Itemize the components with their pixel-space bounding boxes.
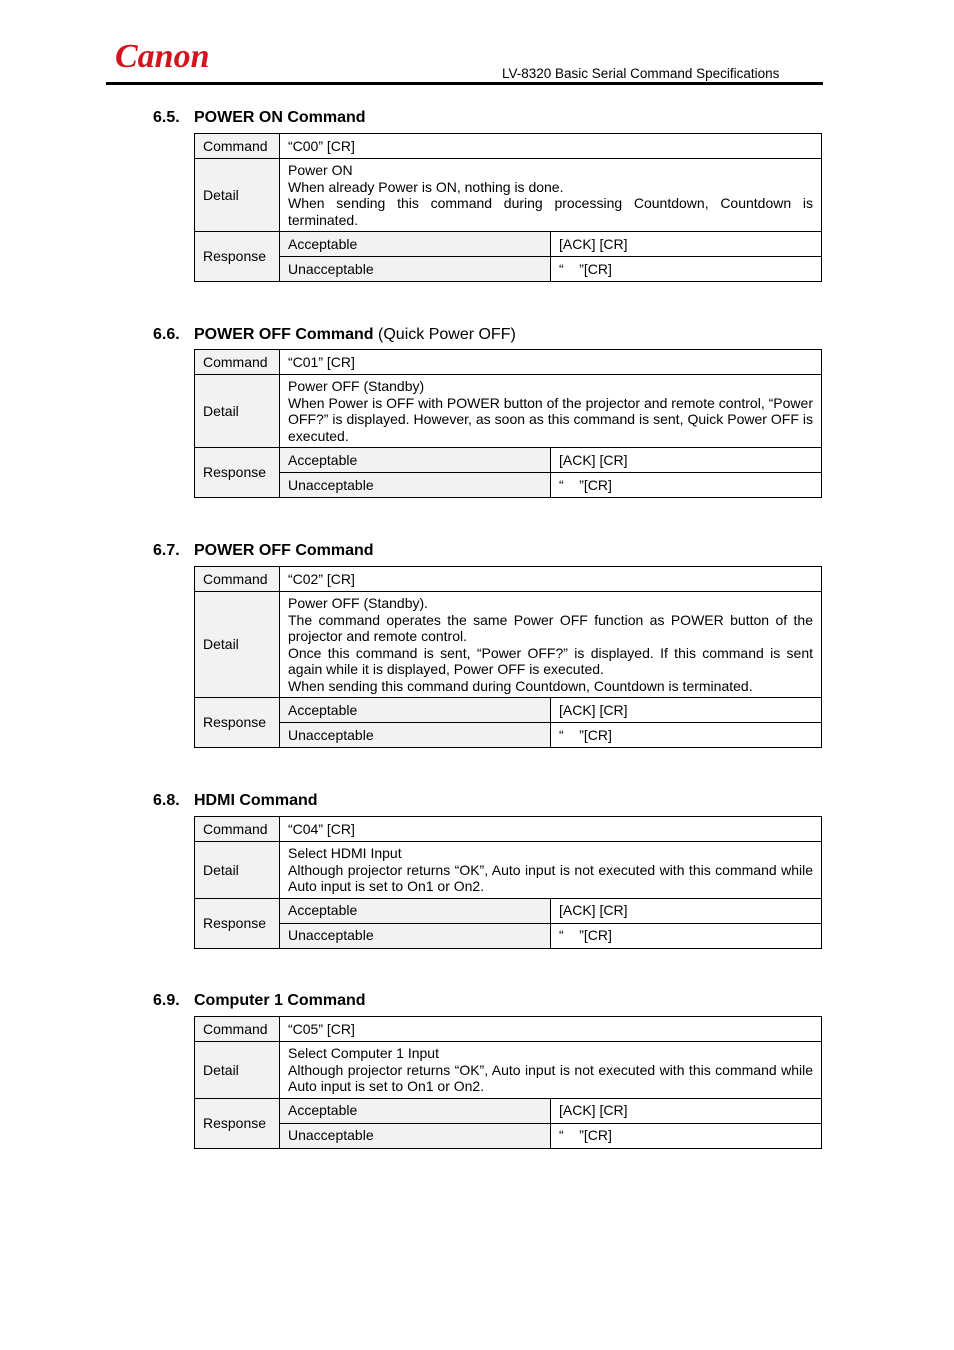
unacceptable-label: Unacceptable (280, 923, 551, 948)
section-title: POWER OFF Command (194, 542, 374, 559)
unacceptable-label: Unacceptable (280, 1123, 551, 1148)
section-heading (153, 992, 366, 1010)
command-value: “C00” [CR] (280, 134, 822, 159)
response-label: Response (195, 698, 280, 748)
header-rule (106, 82, 823, 85)
section-title: POWER OFF Command (194, 326, 374, 343)
detail-line: Power ON (288, 162, 353, 178)
detail-label: Detail (195, 1042, 280, 1099)
command-label: Command (195, 350, 280, 375)
command-table (194, 133, 822, 282)
response-label: Response (195, 898, 280, 948)
section-heading (153, 109, 366, 127)
section-heading (153, 326, 516, 344)
detail-line: When sending this command during Countdown, Countdown is terminated. (288, 677, 753, 694)
unacceptable-label: Unacceptable (280, 723, 551, 748)
section-subtitle: (Quick Power OFF) (378, 326, 516, 343)
unacceptable-value: “ ”[CR] (551, 1123, 822, 1148)
detail-label: Detail (195, 842, 280, 899)
document-title: LV-8320 Basic Serial Command Specifications (502, 66, 780, 81)
section-number: 6.6. (153, 326, 180, 343)
acceptable-value: [ACK] [CR] (551, 448, 822, 473)
command-value: “C02” [CR] (280, 567, 822, 592)
acceptable-label: Acceptable (280, 232, 551, 257)
detail-line: Power OFF (Standby) (288, 378, 425, 394)
command-table (194, 349, 822, 498)
command-value: “C01” [CR] (280, 350, 822, 375)
section-title: Computer 1 Command (194, 992, 366, 1009)
command-label: Command (195, 817, 280, 842)
acceptable-label: Acceptable (280, 448, 551, 473)
detail-text (280, 159, 822, 232)
detail-line: Select Computer 1 Input (288, 1045, 439, 1061)
section-number: 6.9. (153, 992, 180, 1009)
detail-text (280, 1042, 822, 1099)
unacceptable-value: “ ”[CR] (551, 723, 822, 748)
detail-line: Although projector returns “OK”, Auto input is not executed with this command while Auto input is set to On1 or On2. (288, 861, 813, 894)
canon-logo: Canon (115, 38, 210, 75)
acceptable-label: Acceptable (280, 898, 551, 923)
response-label: Response (195, 448, 280, 498)
detail-line: When Power is OFF with POWER button of the projector and remote control, “Power OFF?” is displayed. However, as soon as this command is sent, Quick Power OFF is executed. (288, 394, 813, 444)
unacceptable-value: “ ”[CR] (551, 473, 822, 498)
response-label: Response (195, 1098, 280, 1148)
unacceptable-value: “ ”[CR] (551, 923, 822, 948)
acceptable-label: Acceptable (280, 1098, 551, 1123)
unacceptable-label: Unacceptable (280, 257, 551, 282)
detail-label: Detail (195, 159, 280, 232)
section-title: HDMI Command (194, 792, 318, 809)
command-value: “C04” [CR] (280, 817, 822, 842)
section-number: 6.8. (153, 792, 180, 809)
detail-text (280, 842, 822, 899)
detail-line: Power OFF (Standby). (288, 595, 429, 611)
detail-label: Detail (195, 592, 280, 698)
detail-text (280, 375, 822, 448)
acceptable-value: [ACK] [CR] (551, 1098, 822, 1123)
detail-label: Detail (195, 375, 280, 448)
section-heading (153, 792, 318, 810)
acceptable-value: [ACK] [CR] (551, 232, 822, 257)
acceptable-value: [ACK] [CR] (551, 898, 822, 923)
command-label: Command (195, 134, 280, 159)
section-heading (153, 542, 374, 560)
section-number: 6.7. (153, 542, 180, 559)
response-label: Response (195, 232, 280, 282)
section-title: POWER ON Command (194, 109, 366, 126)
detail-line: Although projector returns “OK”, Auto input is not executed with this command while Auto input is set to On1 or On2. (288, 1061, 813, 1094)
unacceptable-value: “ ”[CR] (551, 257, 822, 282)
acceptable-label: Acceptable (280, 698, 551, 723)
command-label: Command (195, 567, 280, 592)
command-label: Command (195, 1017, 280, 1042)
detail-text (280, 592, 822, 698)
detail-line: Once this command is sent, “Power OFF?” is displayed. If this command is sent again while it is displayed, Power OFF is executed. (288, 644, 813, 677)
detail-line: When sending this command during processing Countdown, Countdown is terminated. (288, 195, 813, 228)
detail-line: When already Power is ON, nothing is done. (288, 178, 564, 195)
detail-line: The command operates the same Power OFF function as POWER button of the projector and remote control. (288, 611, 813, 644)
command-value: “C05” [CR] (280, 1017, 822, 1042)
section-number: 6.5. (153, 109, 180, 126)
acceptable-value: [ACK] [CR] (551, 698, 822, 723)
unacceptable-label: Unacceptable (280, 473, 551, 498)
detail-line: Select HDMI Input (288, 845, 402, 861)
command-table (194, 1016, 822, 1149)
command-table (194, 816, 822, 949)
command-table (194, 566, 822, 748)
